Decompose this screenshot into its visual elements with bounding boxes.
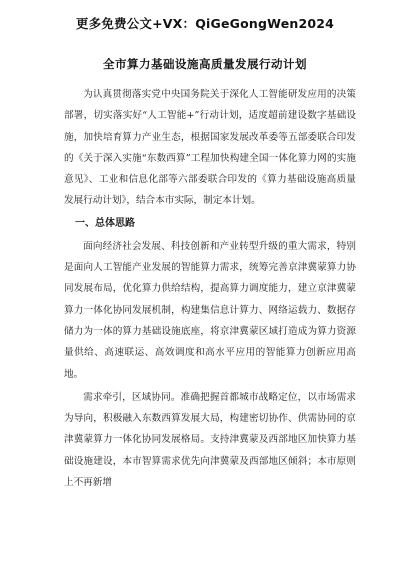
body-paragraph: 需求牵引，区域协同。准确把握首都城市战略定位，以市场需求为导向，积极融入东数西算发展大局，构建密切协作、供需协同的京津冀蒙算力一体化协同发展格局。支持津冀蒙及西部地区加快算力基础设施建设，本市智算需求优先向津冀蒙及西部地区倾斜；本市原则上不再新增: [64, 391, 356, 489]
document-body: [64, 84, 356, 493]
intro-paragraph: 为认真贯彻落实党中央国务院关于深化人工智能研发应用的决策部署，切实落实好“人工智能+”行动计划，适度超前建设数字基础设施，加快培育算力产业生态，根据国家发展改革委等五部委联合印发的《关于深入实施“东数西算”工程加快构建全国一体化算力网的实施意见》、工业和信息化部等六部委联合印发的《算力基础设施高质量发展行动计划》，结合本市实际，制定本计划。: [64, 89, 356, 207]
body-paragraph: 面向经济社会发展、科技创新和产业转型升级的重大需求，特别是面向人工智能产业发展的智能算力需求，统筹完善京津冀蒙算力协同发展布局，优化算力供给结构，提高算力调度能力，建立京津冀蒙算力一体化协同发展机制，构建集信息计算力、网络运载力、数据存储力为一体的算力基础设施底座，将京津冀蒙区域打造成为算力资源量供给、高速联运、高效调度和高水平应用的智能算力创新应用高地。: [64, 240, 356, 380]
promo-banner: 更多免费公文+VX：QiGeGongWen2024: [75, 16, 335, 31]
document-title: 全市算力基础设施高质量发展行动计划: [103, 57, 307, 71]
section-heading: 一、总体思路: [75, 217, 135, 229]
